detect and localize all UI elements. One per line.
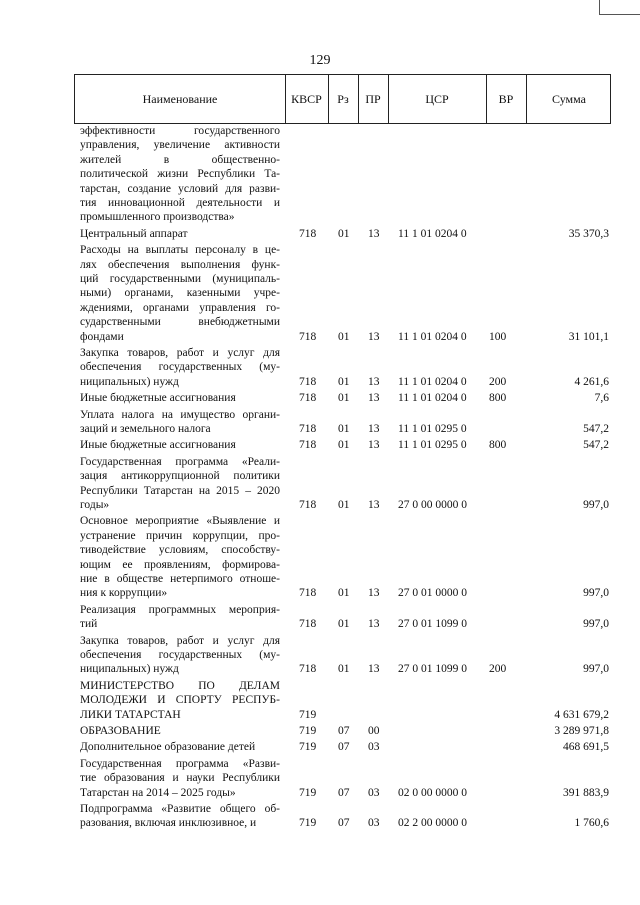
- name-line: ждениями, органами управления го-: [80, 301, 280, 314]
- cell-sum: 4 631 679,2: [554, 708, 609, 721]
- cell-sum: 1 760,6: [574, 817, 609, 830]
- name-line: Расходы на выплаты персоналу в це-: [80, 244, 280, 257]
- name-line: ОБРАЗОВАНИЕ: [80, 725, 161, 737]
- cell-pr: 03: [368, 817, 380, 830]
- cell-name: [80, 438, 280, 452]
- cell-sum: 547,2: [583, 423, 609, 435]
- cell-pr: 13: [368, 392, 380, 405]
- name-line: Реализация программных мероприя-: [80, 603, 280, 616]
- cell-name: [80, 740, 280, 754]
- cell-pr: 13: [368, 499, 380, 511]
- page-number: 129: [309, 53, 331, 68]
- cell-kvsr: 719: [299, 817, 317, 830]
- cell-rz: 01: [338, 439, 350, 452]
- cell-rz: 07: [338, 786, 350, 799]
- cell-sum: 468 691,5: [563, 741, 609, 754]
- cell-name: [80, 391, 280, 405]
- cell-rz: 01: [338, 392, 350, 405]
- name-line: ЛИКИ ТАТАРСТАН: [80, 708, 181, 721]
- cell-pr: 13: [368, 423, 380, 435]
- cell-csr: 27 0 01 0000 0: [398, 587, 467, 600]
- name-line: обеспечения государственных (му-: [80, 648, 280, 661]
- cell-name: [80, 124, 280, 225]
- name-line: Государственная программа «Реали-: [80, 455, 280, 468]
- cell-sum: 997,0: [583, 587, 609, 600]
- cell-rz: 07: [338, 741, 350, 754]
- cell-pr: 13: [368, 375, 380, 388]
- name-line: Татарстан на 2014 – 2025 годы»: [80, 786, 236, 799]
- cell-kvsr: 718: [299, 587, 317, 600]
- cell-rz: 01: [338, 375, 350, 388]
- name-line: Основное мероприятие «Выявление и: [80, 515, 280, 528]
- cell-sum: 997,0: [583, 663, 609, 676]
- cell-kvsr: 718: [299, 375, 317, 388]
- cell-csr: 11 1 01 0295 0: [398, 439, 467, 452]
- name-line: Иные бюджетные ассигнования: [80, 392, 236, 405]
- name-line: зация антикоррупционной политики: [80, 470, 280, 483]
- header-pr: ПР: [365, 92, 381, 106]
- cell-csr: 11 1 01 0204 0: [398, 227, 467, 240]
- name-line: устранение причин коррупции, про-: [80, 529, 280, 542]
- cell-rz: 07: [338, 725, 350, 737]
- name-line: ющим ее проявлениям, формирова-: [80, 558, 280, 571]
- cell-sum: 547,2: [583, 439, 609, 452]
- name-line: МОЛОДЕЖИ И СПОРТУ РЕСПУБ-: [80, 694, 280, 707]
- cell-csr: 02 2 00 0000 0: [398, 817, 467, 830]
- header-rz: Рз: [337, 92, 349, 106]
- header-kvsr: КВСР: [291, 92, 322, 106]
- cell-kvsr: 718: [299, 392, 317, 405]
- cell-kvsr: 719: [299, 741, 317, 754]
- name-line: ными) органами, казенными учре-: [80, 287, 280, 300]
- name-line: Подпрограмма «Развитие общего об-: [80, 803, 280, 815]
- name-line: заций и земельного налога: [80, 422, 211, 435]
- name-line: фондами: [80, 330, 124, 343]
- page-corner-mark: [599, 0, 640, 15]
- name-line: тие образования и науки Республики: [80, 772, 280, 785]
- cell-name: [80, 346, 280, 389]
- cell-pr: 03: [368, 786, 380, 799]
- cell-rz: 01: [338, 663, 350, 676]
- name-line: тиводействие условиям, способству-: [80, 544, 280, 557]
- name-line: Центральный аппарат: [80, 227, 188, 240]
- cell-name: [80, 634, 280, 677]
- cell-kvsr: 718: [299, 227, 317, 240]
- cell-csr: 27 0 00 0000 0: [398, 499, 467, 511]
- cell-name: [80, 227, 280, 241]
- cell-sum: 31 101,1: [568, 330, 609, 343]
- cell-vr: 200: [489, 375, 507, 388]
- cell-pr: 13: [368, 587, 380, 600]
- name-line: Республики Татарстан на 2015 – 2020: [80, 484, 280, 497]
- name-line: годы»: [80, 498, 110, 511]
- cell-name: [80, 243, 280, 344]
- name-line: Иные бюджетные ассигнования: [80, 439, 236, 452]
- header-name: Наименование: [142, 92, 218, 106]
- table-header: [74, 74, 611, 124]
- cell-name: [80, 679, 280, 722]
- cell-csr: 11 1 01 0204 0: [398, 375, 467, 388]
- name-line: лях обеспечения выполнения функ-: [80, 258, 280, 271]
- cell-vr: 800: [489, 439, 507, 452]
- name-line: тий: [80, 618, 98, 631]
- cell-sum: 7,6: [594, 392, 609, 405]
- name-line: МИНИСТЕРСТВО ПО ДЕЛАМ: [80, 679, 280, 692]
- cell-kvsr: 718: [299, 330, 317, 343]
- cell-rz: 01: [338, 587, 350, 600]
- cell-pr: 13: [368, 227, 380, 240]
- cell-kvsr: 718: [299, 499, 317, 511]
- name-line: ния к коррупции»: [80, 587, 168, 600]
- cell-pr: 03: [368, 741, 380, 754]
- cell-rz: 01: [338, 330, 350, 343]
- name-line: эффективности государственного: [80, 125, 280, 137]
- cell-sum: 997,0: [583, 618, 609, 631]
- name-line: управления, увеличение активности: [80, 139, 280, 152]
- cell-vr: 200: [489, 663, 507, 676]
- name-line: сударственными внебюджетными: [80, 316, 280, 329]
- cell-kvsr: 718: [299, 439, 317, 452]
- cell-pr: 13: [368, 439, 380, 452]
- cell-sum: 997,0: [583, 499, 609, 511]
- name-line: Дополнительное образование детей: [80, 741, 256, 754]
- cell-kvsr: 719: [299, 786, 317, 799]
- name-line: жителей в общественно-: [80, 153, 280, 166]
- header-vr: ВР: [498, 92, 514, 106]
- cell-name: [80, 603, 280, 632]
- cell-name: [80, 408, 280, 437]
- cell-name: [80, 455, 280, 513]
- cell-kvsr: 719: [299, 708, 317, 721]
- cell-rz: 01: [338, 423, 350, 435]
- cell-kvsr: 718: [299, 618, 317, 631]
- cell-name: [80, 724, 280, 738]
- cell-rz: 01: [338, 499, 350, 511]
- header-sum: Сумма: [552, 92, 586, 106]
- cell-pr: 13: [368, 663, 380, 676]
- cell-vr: 100: [489, 330, 507, 343]
- cell-pr: 13: [368, 330, 380, 343]
- name-line: промышленного производства»: [80, 211, 235, 224]
- cell-rz: 07: [338, 817, 350, 830]
- cell-rz: 01: [338, 618, 350, 631]
- cell-csr: 27 0 01 1099 0: [398, 663, 467, 676]
- cell-kvsr: 718: [299, 663, 317, 676]
- name-line: тарстан, создание условий для разви-: [80, 182, 280, 195]
- name-line: Государственная программа «Разви-: [80, 757, 280, 770]
- cell-csr: 27 0 01 1099 0: [398, 618, 467, 631]
- name-line: тия инновационной деятельности и: [80, 196, 280, 209]
- name-line: Закупка товаров, работ и услуг для: [80, 347, 280, 359]
- cell-rz: 01: [338, 227, 350, 240]
- cell-csr: 11 1 01 0204 0: [398, 392, 467, 405]
- name-line: Уплата налога на имущество органи-: [80, 408, 280, 421]
- cell-sum: 35 370,3: [568, 227, 609, 240]
- name-line: обеспечения государственных (му-: [80, 361, 280, 374]
- cell-pr: 13: [368, 618, 380, 631]
- name-line: ниципальных) нужд: [80, 663, 179, 676]
- cell-csr: 02 0 00 0000 0: [398, 786, 467, 799]
- name-line: ниципальных) нужд: [80, 375, 179, 388]
- cell-name: [80, 757, 280, 800]
- cell-sum: 4 261,6: [574, 375, 609, 388]
- header-csr: ЦСР: [425, 92, 449, 106]
- cell-kvsr: 718: [299, 423, 317, 435]
- cell-csr: 11 1 01 0295 0: [398, 423, 467, 435]
- cell-sum: 3 289 971,8: [554, 725, 609, 737]
- cell-kvsr: 719: [299, 725, 317, 737]
- cell-pr: 00: [368, 725, 380, 737]
- cell-csr: 11 1 01 0204 0: [398, 330, 467, 343]
- cell-vr: 800: [489, 392, 507, 405]
- cell-sum: 391 883,9: [563, 786, 609, 799]
- name-line: Закупка товаров, работ и услуг для: [80, 634, 280, 647]
- name-line: политической жизни Республики Та-: [80, 168, 280, 181]
- cell-name: [80, 802, 280, 831]
- name-line: ций государственными (муниципаль-: [80, 272, 280, 285]
- name-line: разования, включая инклюзивное, и: [80, 817, 257, 830]
- name-line: ние в обществе нетерпимого отноше-: [80, 572, 280, 585]
- cell-name: [80, 514, 280, 600]
